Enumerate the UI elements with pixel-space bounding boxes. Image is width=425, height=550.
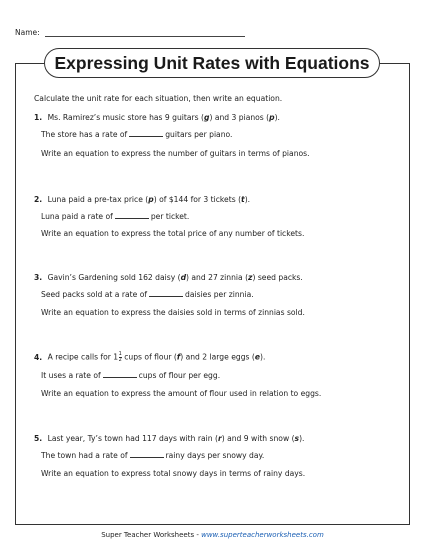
equation-prompt: Write an equation to express the number of guitars in terms of pianos. (41, 149, 310, 158)
problem-statement (34, 434, 304, 443)
statement-text: ) and 3 pianos ( (209, 113, 270, 122)
rate-line (41, 451, 264, 460)
rate-text: guitars per piano. (165, 130, 233, 139)
statement-text: ) seed packs. (252, 273, 303, 282)
statement-text: ). (260, 352, 266, 362)
name-label: Name: (15, 28, 40, 37)
rate-text: It uses a rate of (41, 371, 101, 380)
footer-link[interactable]: www.superteacherworksheets.com (201, 531, 324, 539)
problem-statement (34, 352, 265, 363)
statement-text: ). (274, 113, 280, 122)
equation-prompt: Write an equation to express the total price of any number of tickets. (41, 229, 305, 238)
variable: g (204, 113, 210, 122)
answer-blank[interactable] (129, 130, 163, 137)
statement-text: Gavin’s Gardening sold 162 daisy ( (47, 273, 181, 282)
rate-text: rainy days per snowy day. (165, 451, 265, 460)
problem-statement (34, 113, 280, 122)
problem-number: 2. (34, 195, 43, 204)
statement-text: Last year, Ty’s town had 117 days with rain ( (47, 434, 218, 443)
answer-blank[interactable] (103, 371, 137, 378)
problem-number: 5. (34, 434, 43, 443)
variable: f (176, 352, 181, 362)
statement-text: Ms. Ramirez’s music store has 9 guitars ( (47, 113, 204, 122)
rate-line (41, 130, 232, 139)
variable: t (241, 195, 245, 204)
rate-text: The town had a rate of (41, 451, 128, 460)
variable: r (217, 434, 222, 443)
title-banner (44, 48, 380, 78)
variable: p (269, 113, 275, 122)
statement-text: ) and 2 large eggs ( (180, 352, 255, 362)
statement-text: Luna paid a pre-tax price ( (47, 195, 149, 204)
problem-statement (34, 273, 303, 282)
rate-line (41, 371, 220, 380)
instructions: Calculate the unit rate for each situation, then write an equation. (34, 94, 283, 103)
answer-blank[interactable] (130, 451, 164, 458)
statement-text: ) and 9 with snow ( (221, 434, 295, 443)
rate-line (41, 212, 189, 221)
rate-text: Luna paid a rate of (41, 212, 113, 221)
variable: d (180, 273, 187, 282)
footer (0, 531, 425, 539)
problem-number: 1. (34, 113, 43, 122)
problem-number: 4. (34, 352, 43, 362)
footer-brand: Super Teacher Worksheets - (101, 531, 202, 539)
variable: s (294, 434, 300, 443)
name-field[interactable] (45, 28, 245, 37)
statement-text: ). (244, 195, 251, 204)
rate-text: per ticket. (150, 212, 190, 221)
answer-blank[interactable] (115, 212, 149, 219)
variable: e (254, 352, 260, 362)
fraction-denominator: 2 (118, 357, 122, 363)
statement-text: A recipe calls for 1 (47, 352, 119, 362)
statement-text: ) and 27 zinnia ( (186, 273, 249, 282)
rate-text: cups of flour per egg. (138, 371, 221, 380)
problem-statement (34, 195, 250, 204)
answer-blank[interactable] (149, 290, 183, 297)
variable: p (148, 195, 154, 204)
statement-text: ) of $144 for 3 tickets ( (153, 195, 242, 204)
equation-prompt: Write an equation to express the amount of flour used in relation to eggs. (41, 389, 322, 398)
equation-prompt: Write an equation to express the daisies sold in terms of zinnias sold. (41, 308, 305, 317)
statement-text: cups of flour ( (121, 352, 177, 362)
variable: z (248, 273, 253, 282)
rate-text: The store has a rate of (41, 130, 128, 139)
fraction-numerator: 1 (118, 351, 122, 357)
rate-text: daisies per zinnia. (185, 290, 254, 299)
page-title: Expressing Unit Rates with Equations (54, 52, 370, 73)
rate-text: Seed packs sold at a rate of (41, 290, 148, 299)
statement-text: ). (299, 434, 305, 443)
equation-prompt: Write an equation to express total snowy days in terms of rainy days. (41, 469, 306, 478)
problem-number: 3. (34, 273, 43, 282)
name-row (15, 28, 245, 37)
rate-line (41, 290, 254, 299)
